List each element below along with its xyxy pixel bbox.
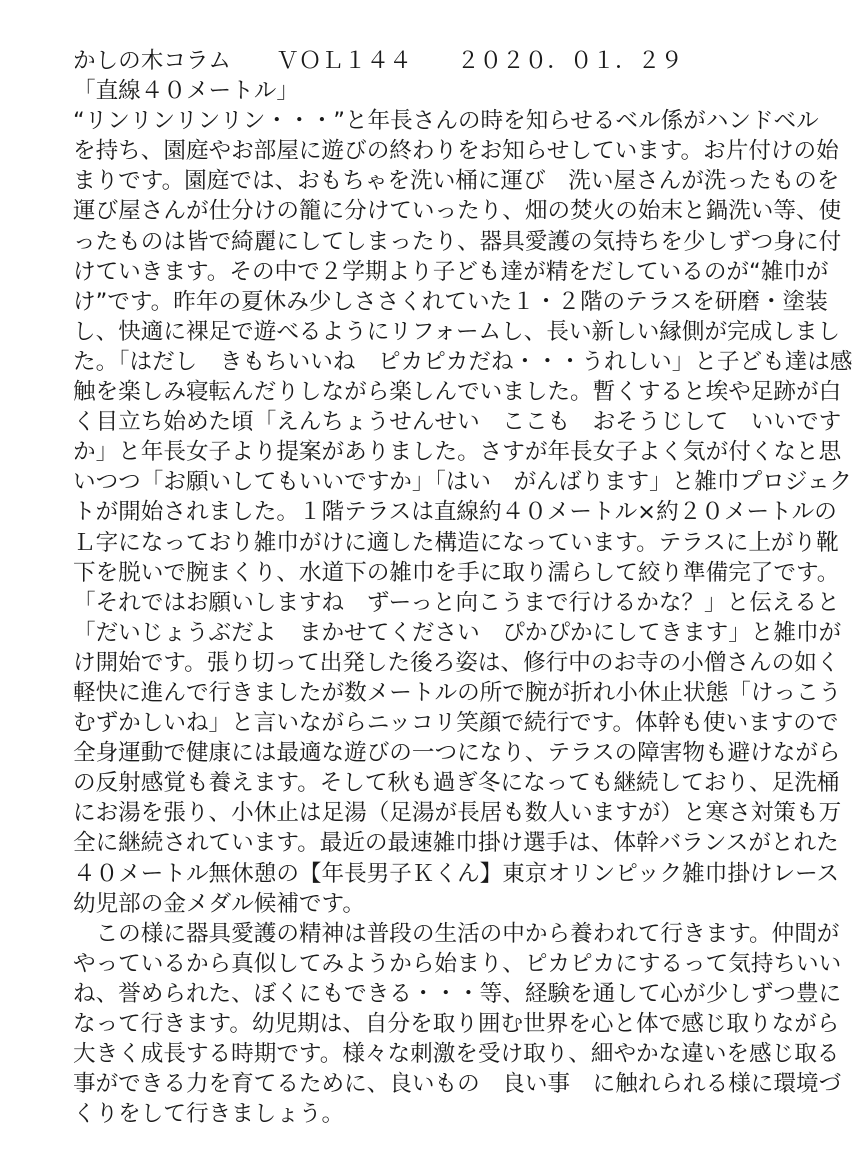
body-line: この様に器具愛護の精神は普段の生活の中から養われて行きます。仲間が <box>73 920 840 947</box>
body-line: け開始です。張り切って出発した後ろ姿は、修行中のお寺の小僧さんの如く <box>73 649 840 676</box>
column-title: 「直線４０メートル」 <box>73 78 299 105</box>
body-line: 「だいじょうぶだよ まかせてください ぴかぴかにしてきます」と雑巾が <box>73 619 842 646</box>
body-line: ４０メートル無休憩の【年長男子Ｋくん】東京オリンピック雑巾掛けレース <box>73 860 840 887</box>
body-line: “リンリンリンリン・・・”と年長さんの時を知らせるベル係がハンドベル <box>73 108 819 135</box>
body-line: くりをして行きましょう。 <box>73 1101 345 1128</box>
body-line: トが開始されました。１階テラスは直線約４０メートル×約２０メートルの <box>73 499 837 526</box>
column-page <box>73 46 852 1129</box>
body-line: 下を脱いで腕まくり、水道下の雑巾を手に取り濡らして絞り準備完了です。 <box>73 559 840 586</box>
body-line: く目立ち始めた頃「えんちょうせんせい ここも おそうじして いいです <box>73 409 842 436</box>
body-line: た。「はだし きもちいいね ピカピカだね・・・うれしい」と子ども達は感 <box>73 348 852 375</box>
body-line: いつつ「お願いしてもいいですか」「はい がんばります」と雑巾プロジェク <box>73 469 852 496</box>
body-line: 大きく成長する時期です。様々な刺激を受け取り、細やかな違いを感じ取る <box>73 1041 840 1068</box>
body-line: 全身運動で健康には最適な遊びの一つになり、テラスの障害物も避けながら <box>73 740 841 767</box>
body-line: 軽快に進んで行きましたが数メートルの所で腕が折れ小休止状態「けっこう <box>73 679 842 706</box>
body-line: なって行きます。幼児期は、自分を取り囲む世界を心と体で感じ取りながら <box>73 1011 840 1037</box>
body-line: の反射感覚も養えます。そして秋も過ぎ冬になっても継続しており、足洗桶 <box>73 770 840 797</box>
body-line: 全に継続されています。最近の最速雑巾掛け選手は、体幹バランスがとれた <box>73 830 839 857</box>
body-line: 「それではお願いしますね ずーっと向こうまで行けるかな？」と伝えると <box>73 589 840 616</box>
body-line: Ｌ字になっており雑巾がけに適した構造になっています。テラスに上がり靴 <box>73 529 839 556</box>
body-line: ったものは皆で綺麗にしてしまったり、器具愛護の気持ちを少しずつ身に付 <box>73 228 842 255</box>
body-line: け”です。昨年の夏休み少しささくれていた１・２階のテラスを研磨・塗装 <box>73 288 828 315</box>
body-line: にお湯を張り、小休止は足湯（足湯が長居も数人いますが）と寒さ対策も万 <box>73 800 842 827</box>
body-line: か」と年長女子より提案がありました。さすが年長女子よく気が付くなと思 <box>73 439 842 466</box>
body-line: まりです。園庭では、おもちゃを洗い桶に運び 洗い屋さんが洗ったものを <box>73 168 840 195</box>
body-line: し、快適に裸足で遊べるようにリフォームし、長い新しい縁側が完成しまし <box>73 318 841 345</box>
column-header: かしの木コラム ＶＯＬ１４４ ２０２０．０１．２９ <box>73 48 683 74</box>
body-line: むずかしいね」と言いながらニッコリ笑顔で続行です。体幹も使いますので <box>73 710 839 737</box>
body-line: 触を楽しみ寝転んだりしながら楽しんでいました。暫くすると埃や足跡が白 <box>73 379 842 406</box>
column-body <box>73 106 852 1129</box>
body-line: 運び屋さんが仕分けの籠に分けていったり、畑の焚火の始末と鍋洗い等、使 <box>73 198 842 225</box>
body-line: やっているから真似してみようから始まり、ピカピカにするって気持ちいい <box>73 950 842 977</box>
body-line: けていきます。その中で２学期より子ども達が精をだしているのが“雑巾が <box>73 258 829 285</box>
body-line: 事ができる力を育てるために、良いもの 良い事 に触れられる様に環境づ <box>73 1071 842 1098</box>
body-line: ね、誉められた、ぼくにもできる・・・等、経験を通して心が少しずつ豊に <box>73 980 842 1007</box>
body-line: 幼児部の金メダル候補です。 <box>73 890 365 917</box>
body-line: を持ち、園庭やお部屋に遊びの終わりをお知らせしています。お片付けの始 <box>73 138 839 165</box>
